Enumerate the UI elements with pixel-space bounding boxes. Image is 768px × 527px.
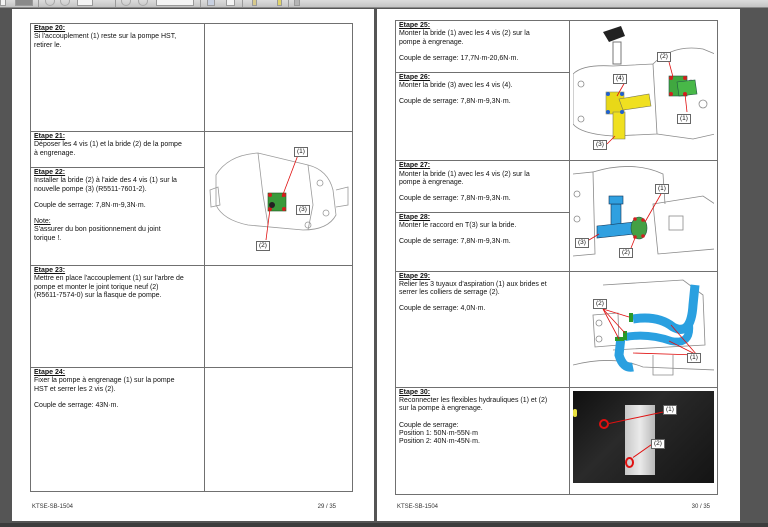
toolbar-button[interactable]: [0, 0, 6, 6]
table-row: [31, 368, 353, 492]
toolbar-separator: [115, 0, 116, 7]
footer-document-id: KTSE-SB-1504: [397, 504, 439, 510]
callout-label: (2): [619, 248, 633, 258]
callout-label: (2): [657, 52, 671, 62]
t-fitting-drawing: [573, 164, 714, 264]
step-line: Monter le raccord en T(3) sur la bride.: [399, 222, 517, 230]
step-title: Etape 27:: [399, 162, 431, 170]
step-line: HST et serrer les 2 vis (2).: [34, 385, 116, 393]
note-label: Note:: [34, 218, 51, 226]
step-line: sur la pompe à engrenage.: [399, 405, 483, 413]
previous-page-icon[interactable]: [45, 0, 55, 6]
step-29-text: [396, 271, 570, 387]
callout-label: (1): [687, 353, 701, 363]
step-title: Etape 24:: [34, 369, 66, 376]
step-line: à engrenage.: [34, 149, 76, 157]
step-line: Monter la bride (1) avec les 4 vis (2) sur la: [399, 170, 530, 178]
torque-value: Couple de serrage: 7,8N·m-9,3N·m.: [34, 201, 146, 209]
highlight-tool-icon[interactable]: [252, 0, 257, 6]
diagram-t-fitting-blue: [573, 164, 714, 267]
torque-value: Couple de serrage: 7,8N·m-9,3N·m.: [399, 195, 511, 203]
step-title: Etape 20:: [34, 25, 66, 32]
steps-table: [30, 23, 353, 492]
callout-label: (2): [256, 241, 270, 251]
document-page-29: [12, 9, 374, 521]
torque-value: Couple de serrage: 7,8N·m-9,3N·m.: [399, 98, 511, 106]
hoses-drawing: [573, 275, 714, 381]
zoom-level-input[interactable]: [156, 0, 194, 6]
callout-label: (1): [663, 405, 677, 415]
note-line: S'assurer du bon positionnement du joint: [34, 226, 161, 234]
step-title: Etape 30:: [399, 388, 431, 396]
footer-page-number: 29 / 35: [317, 504, 336, 510]
step-30-image-cell: [570, 387, 718, 494]
callout-label: (3): [593, 140, 607, 150]
next-page-icon[interactable]: [60, 0, 70, 6]
highlight-circle: [625, 457, 634, 468]
step-28-text: [396, 212, 570, 271]
step-23-image-cell: [205, 266, 353, 368]
toolbar-separator: [242, 0, 243, 7]
toolbar-button[interactable]: [15, 0, 33, 6]
diagram-suction-hoses: [573, 275, 714, 384]
step-24-text: [31, 368, 205, 492]
callout-label: (2): [593, 299, 607, 309]
step-line: Monter la bride (3) avec les 4 vis (4).: [399, 82, 513, 90]
zoom-out-icon[interactable]: [121, 0, 131, 6]
footer-document-id: KTSE-SB-1504: [32, 504, 74, 510]
torque-position-1: Position 1: 50N·m-55N·m: [399, 430, 478, 438]
flange-drawing: [573, 24, 714, 154]
step-line: Fixer la pompe à engrenage (1) sur la pompe: [34, 377, 175, 385]
step-25-26-image-cell: [570, 21, 718, 161]
torque-position-2: Position 2: 40N·m-45N·m.: [399, 438, 480, 446]
step-line: Mettre en place l'accouplement (1) sur l'arbre de: [34, 275, 184, 283]
viewer-bottom-bar: [0, 523, 768, 527]
callout-label: (4): [613, 74, 627, 84]
comment-tool-icon[interactable]: [277, 0, 282, 6]
footer-page-number: 30 / 35: [691, 504, 710, 510]
toolbar-button[interactable]: [294, 0, 300, 6]
step-23-text: [31, 266, 205, 368]
step-20-text: [31, 24, 205, 132]
torque-value: Couple de serrage: 7,8N·m-9,3N·m.: [399, 238, 511, 246]
step-line: Déposer les 4 vis (1) et la bride (2) de la pompe: [34, 141, 182, 149]
step-title: Etape 28:: [399, 213, 431, 221]
callout-label: (1): [677, 114, 691, 124]
step-21-22-image-cell: [205, 132, 353, 266]
table-row: [396, 161, 718, 213]
callout-label: (3): [296, 205, 310, 215]
step-title: Etape 26:: [399, 73, 431, 81]
step-26-text: [396, 72, 570, 160]
fit-width-icon[interactable]: [226, 0, 235, 6]
step-title: Etape 21:: [34, 133, 66, 140]
torque-value: Couple de serrage: 17,7N·m-20,6N·m.: [399, 54, 519, 62]
table-row: [396, 21, 718, 73]
callout-label: (3): [575, 238, 589, 248]
step-line: Monter la bride (1) avec les 4 vis (2) sur la: [399, 30, 530, 38]
table-row: [31, 132, 353, 168]
step-21-text: [31, 132, 205, 168]
callout-label: (2): [651, 439, 665, 449]
step-29-image-cell: [570, 271, 718, 387]
toolbar-separator: [200, 0, 201, 7]
step-line: pompe à engrenage.: [399, 38, 464, 46]
step-title: Etape 25:: [399, 22, 431, 29]
toolbar-separator: [288, 0, 289, 7]
step-title: Etape 22:: [34, 169, 66, 176]
step-line: Installer la bride (2) à l'aide des 4 vis (1) sur la: [34, 177, 177, 185]
callout-label: (1): [655, 184, 669, 194]
photo-hydraulic-hoses: [573, 391, 714, 483]
zoom-in-icon[interactable]: [138, 0, 148, 6]
table-row: [31, 266, 353, 368]
step-line: pompe et monter le joint torique neuf (2): [34, 283, 159, 291]
step-27-text: [396, 161, 570, 213]
page-number-input[interactable]: [77, 0, 93, 6]
step-line: retirer le.: [34, 41, 62, 49]
highlight-circle: [599, 419, 609, 429]
torque-value: Couple de serrage: 43N·m.: [34, 401, 119, 409]
step-line: (R5611-7574-0) sur la flasque de pompe.: [34, 291, 162, 299]
pump-drawing: [208, 135, 349, 255]
step-line: nouvelle pompe (3) (R5511-7601-2).: [34, 185, 147, 193]
callout-label: (1): [294, 147, 308, 157]
step-title: Etape 23:: [34, 267, 66, 274]
torque-label: Couple de serrage:: [399, 421, 459, 429]
step-24-image-cell: [205, 368, 353, 492]
viewer-toolbar: [0, 0, 768, 8]
step-line: Reconnecter les flexibles hydrauliques (1) et (2): [399, 397, 548, 405]
fit-page-icon[interactable]: [207, 0, 215, 6]
table-row: [396, 387, 718, 494]
table-row: [31, 24, 353, 132]
step-20-image-cell: [205, 24, 353, 132]
step-25-text: [396, 21, 570, 73]
toolbar-separator: [38, 0, 39, 7]
step-line: pompe à engrenage.: [399, 178, 464, 186]
step-30-text: [396, 387, 570, 494]
document-page-30: [377, 9, 740, 521]
note-line: torique !.: [34, 234, 62, 242]
step-line: Relier les 3 tuyaux d'aspiration (1) aux brides et: [399, 280, 547, 288]
torque-value: Couple de serrage: 4,0N·m.: [399, 305, 486, 313]
steps-table: [395, 20, 718, 495]
diagram-flanges-green-yellow: [573, 24, 714, 157]
table-row: [396, 271, 718, 387]
step-line: serrer les colliers de serrage (2).: [399, 289, 500, 297]
diagram-gear-pump-flange: [208, 135, 349, 258]
step-line: Si l'accouplement (1) reste sur la pompe HST,: [34, 33, 177, 41]
step-title: Etape 29:: [399, 272, 431, 280]
step-27-28-image-cell: [570, 161, 718, 271]
step-22-text: [31, 168, 205, 266]
